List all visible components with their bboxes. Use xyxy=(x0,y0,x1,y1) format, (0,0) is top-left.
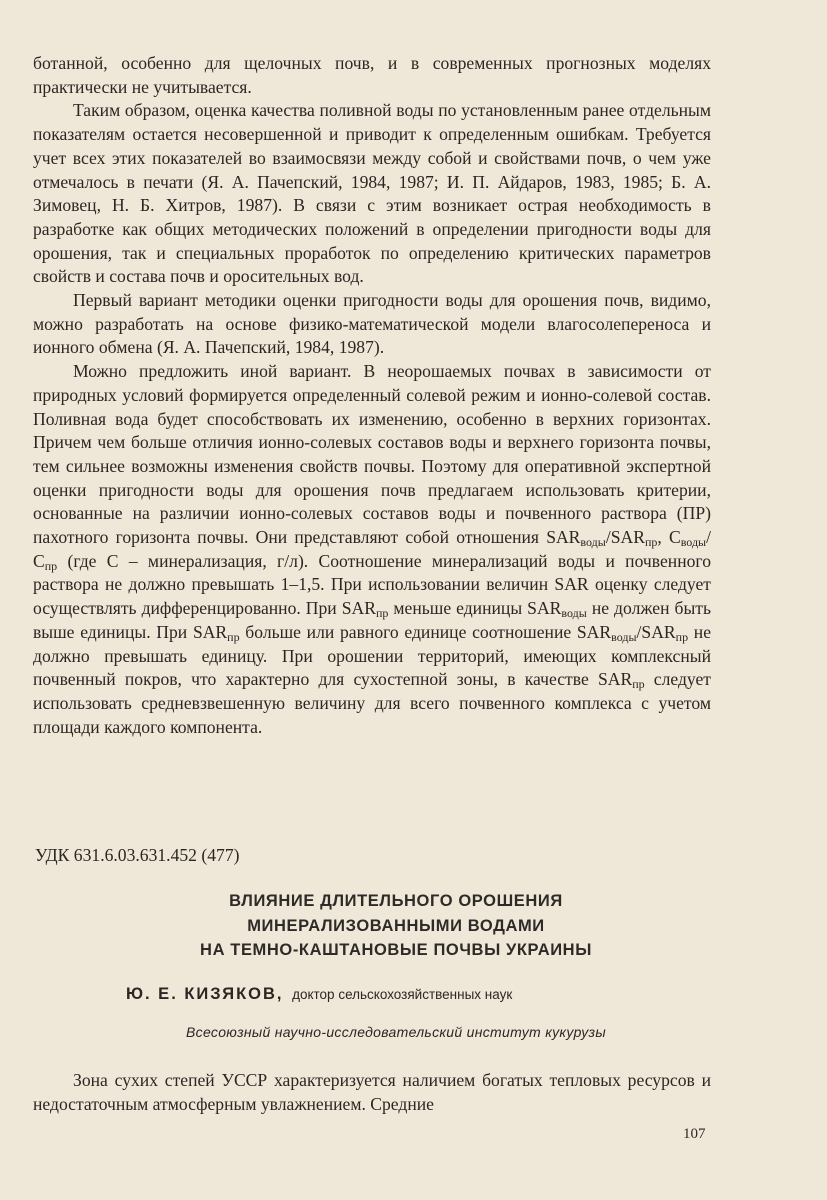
paragraph: Первый вариант методики оценки пригодности воды для орошения почв, видимо, можно разработать на основе физико-математической модели влагосолепереноса и ионного обмена (Я. А. Пачепский, 1984, 1987). xyxy=(33,290,711,358)
paragraph-criteria: Можно предложить иной вариант. В неорошаемых почвах в зависимости от природных условий формируется определенный солевой режим и ионно-солевой состав. Поливная вода будет способствовать их изменению, особенно в верхних горизонтах. Причем чем больше отличия ионно-солевых составов воды и верхнего горизонта почвы, тем сильнее возможны изменения свойств почвы. Поэтому для оперативной экспертной оценки пригодности воды для орошения почв предлагаем использовать критерии, основанные на различии ионно-солевых составов воды и почвенного раствора (ПР) пахотного горизонта почвы. Они представляют собой отношения $SAR_{воды}/SAR_{пр}$, $С_{воды}/С_{пр}$ (где С – минерализация, г/л). Соотношение минерализаций воды и почвенного раствора не должно превышать 1–1,5. При использовании величин SAR оценку следует осуществлять дифференцированно. При $SAR_{пр}$ меньше единицы $SAR_{воды}$ не должен быть выше единицы. При $SAR_{пр}$ больше или равного единице соотношение $SAR_{воды}/SAR_{пр}$ не должно превышать единицу. При орошении территорий, имеющих комплексный почвенный покров, что характерно для сухостепной зоны, в качестве $SAR_{пр}$ следует использовать средневзвешенную величину для всего почвенного комплекса с учетом площади каждого компонента. xyxy=(33,361,712,737)
udk-code: УДК 631.6.03.631.452 (477) xyxy=(35,845,240,865)
paragraph: Таким образом, оценка качества поливной воды по установленным ранее отдельным показателям остается несовершенной и приводит к определенным ошибкам. Требуется учет всех этих показателей во взаимосвязи между собой и свойствами почв, о чем уже отмечалось в печати (Я. А. Пачепский, 1984, 1987; И. П. Айдаров, 1983, 1985; Б. А. Зимовец, Н. Б. Хитров, 1987). В связи с этим возникает острая необходимость в разработке как общих методических положений в определении пригодности воды для орошения, так и специальных проработок по определению критических параметров свойств и состава почв и оросительных вод. xyxy=(33,100,711,287)
institute: Всесоюзный научно-исследовательский институт кукурузы xyxy=(186,1024,606,1040)
article-body xyxy=(33,1069,711,1116)
main-text xyxy=(33,52,711,739)
article-title xyxy=(33,889,759,963)
author-name: Ю. Е. КИЗЯКОВ, xyxy=(126,985,284,1003)
paragraph: ботанной, особенно для щелочных почв, и в современных прогнозных моделях практически не учитывается. xyxy=(33,53,711,97)
title-line: ВЛИЯНИЕ ДЛИТЕЛЬНОГО ОРОШЕНИЯ xyxy=(229,892,563,910)
page-number: 107 xyxy=(683,1126,706,1142)
author-line xyxy=(126,985,686,1004)
title-line: НА ТЕМНО-КАШТАНОВЫЕ ПОЧВЫ УКРАИНЫ xyxy=(200,941,592,959)
paragraph: Зона сухих степей УССР характеризуется наличием богатых тепловых ресурсов и недостаточным атмосферным увлажнением. Средние xyxy=(33,1070,711,1114)
author-degree: доктор сельскохозяйственных наук xyxy=(292,987,513,1002)
title-line: МИНЕРАЛИЗОВАННЫМИ ВОДАМИ xyxy=(247,916,545,935)
